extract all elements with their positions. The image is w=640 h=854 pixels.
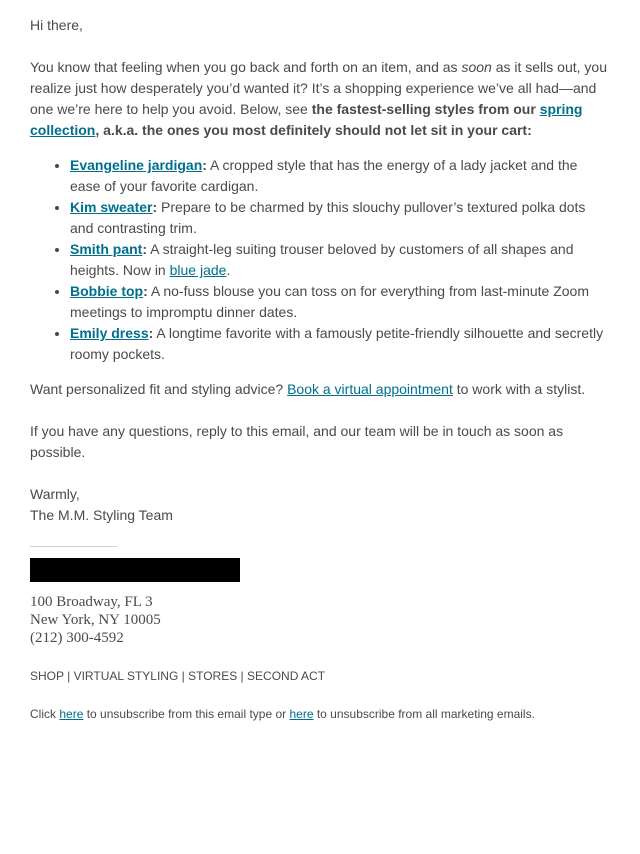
smith-pant-link[interactable]: Smith pant <box>70 241 143 257</box>
evangeline-jardigan-link[interactable]: Evangeline jardigan <box>70 157 203 173</box>
item-colon: : <box>152 199 158 215</box>
personal-text-after: to work with a stylist. <box>452 381 586 397</box>
spring-collection-link[interactable]: spring collection <box>30 101 583 138</box>
unsubscribe-all-link[interactable]: here <box>289 707 314 721</box>
greeting: Hi there, <box>30 17 83 33</box>
item-colon: : <box>143 283 148 299</box>
book-appointment-link[interactable]: Book a virtual appointment <box>287 381 453 397</box>
questions-paragraph: If you have any questions, reply to this email, and our team will be in touch as soon as possible. <box>30 423 564 460</box>
footer-nav <box>30 667 610 685</box>
footer-nav-virtual-styling[interactable]: VIRTUAL STYLING <box>73 669 179 683</box>
item-description: Prepare to be charmed by this slouchy pullover’s textured polka dots and contrasting trim. <box>70 199 586 236</box>
list-item <box>70 323 610 365</box>
item-description: A straight-leg suiting trouser beloved by customers of all shapes and heights. Now in <box>70 241 574 278</box>
intro-bold-2: , a.k.a. the ones you most definitely should not let sit in your cart: <box>95 122 532 138</box>
email-body <box>30 15 610 723</box>
footer-separator: | <box>63 669 74 683</box>
emily-dress-link[interactable]: Emily dress <box>70 325 149 341</box>
footer-nav-second-act[interactable]: SECOND ACT <box>247 669 326 683</box>
company-address <box>30 593 610 647</box>
unsubscribe-notice <box>30 705 610 723</box>
item-colon: : <box>148 325 154 341</box>
list-item <box>70 281 610 323</box>
address-line-1: 100 Broadway, FL 3 <box>30 594 153 610</box>
item-description: A cropped style that has the energy of a lady jacket and the ease of your favorite cardigan. <box>70 157 578 194</box>
unsubscribe-type-link[interactable]: here <box>59 707 84 721</box>
item-period: . <box>226 262 231 278</box>
signature: The M.M. Styling Team <box>30 507 173 523</box>
bobbie-top-link[interactable]: Bobbie top <box>70 283 144 299</box>
item-description: A longtime favorite with a famously petite-friendly silhouette and secretly roomy pockets. <box>70 325 604 362</box>
blue-jade-link[interactable]: blue jade <box>169 262 227 278</box>
footer-divider <box>30 546 117 547</box>
kim-sweater-link[interactable]: Kim sweater <box>70 199 153 215</box>
phone-number: (212) 300-4592 <box>30 630 124 646</box>
list-item <box>70 155 610 197</box>
intro-emphasis: soon <box>461 59 492 75</box>
personal-text-before: Want personalized fit and styling advice? <box>30 381 288 397</box>
footer-nav-stores[interactable]: STORES <box>188 669 238 683</box>
footer-separator: | <box>178 669 189 683</box>
address-line-2: New York, NY 10005 <box>30 612 161 628</box>
item-description: A no-fuss blouse you can toss on for everything from last-minute Zoom meetings to impromptu dinner dates. <box>70 283 589 320</box>
intro-text-1: You know that feeling when you go back and forth on an item, and as <box>30 59 462 75</box>
product-list <box>30 155 610 365</box>
item-colon: : <box>202 157 207 173</box>
unsub-text-3: to unsubscribe from all marketing emails. <box>313 707 535 721</box>
signoff: Warmly, <box>30 486 80 502</box>
list-item <box>70 239 610 281</box>
item-colon: : <box>142 241 148 257</box>
footer-nav-shop[interactable]: SHOP <box>30 669 64 683</box>
list-item <box>70 197 610 239</box>
brand-logo-bar <box>30 558 240 582</box>
personal-advice-paragraph <box>30 379 610 400</box>
unsub-text-1: Click <box>30 707 60 721</box>
intro-bold-1: the fastest-selling styles from our <box>311 101 540 117</box>
intro-text-2: as it sells out, you realize just how desperately you’d wanted it? It’s a shopping experience we’ve all had—and one we’re here to help you avoid. Below, see <box>30 59 607 117</box>
intro-paragraph <box>30 57 610 141</box>
unsub-text-2: to unsubscribe from this email type or <box>83 707 290 721</box>
footer-separator: | <box>237 669 248 683</box>
